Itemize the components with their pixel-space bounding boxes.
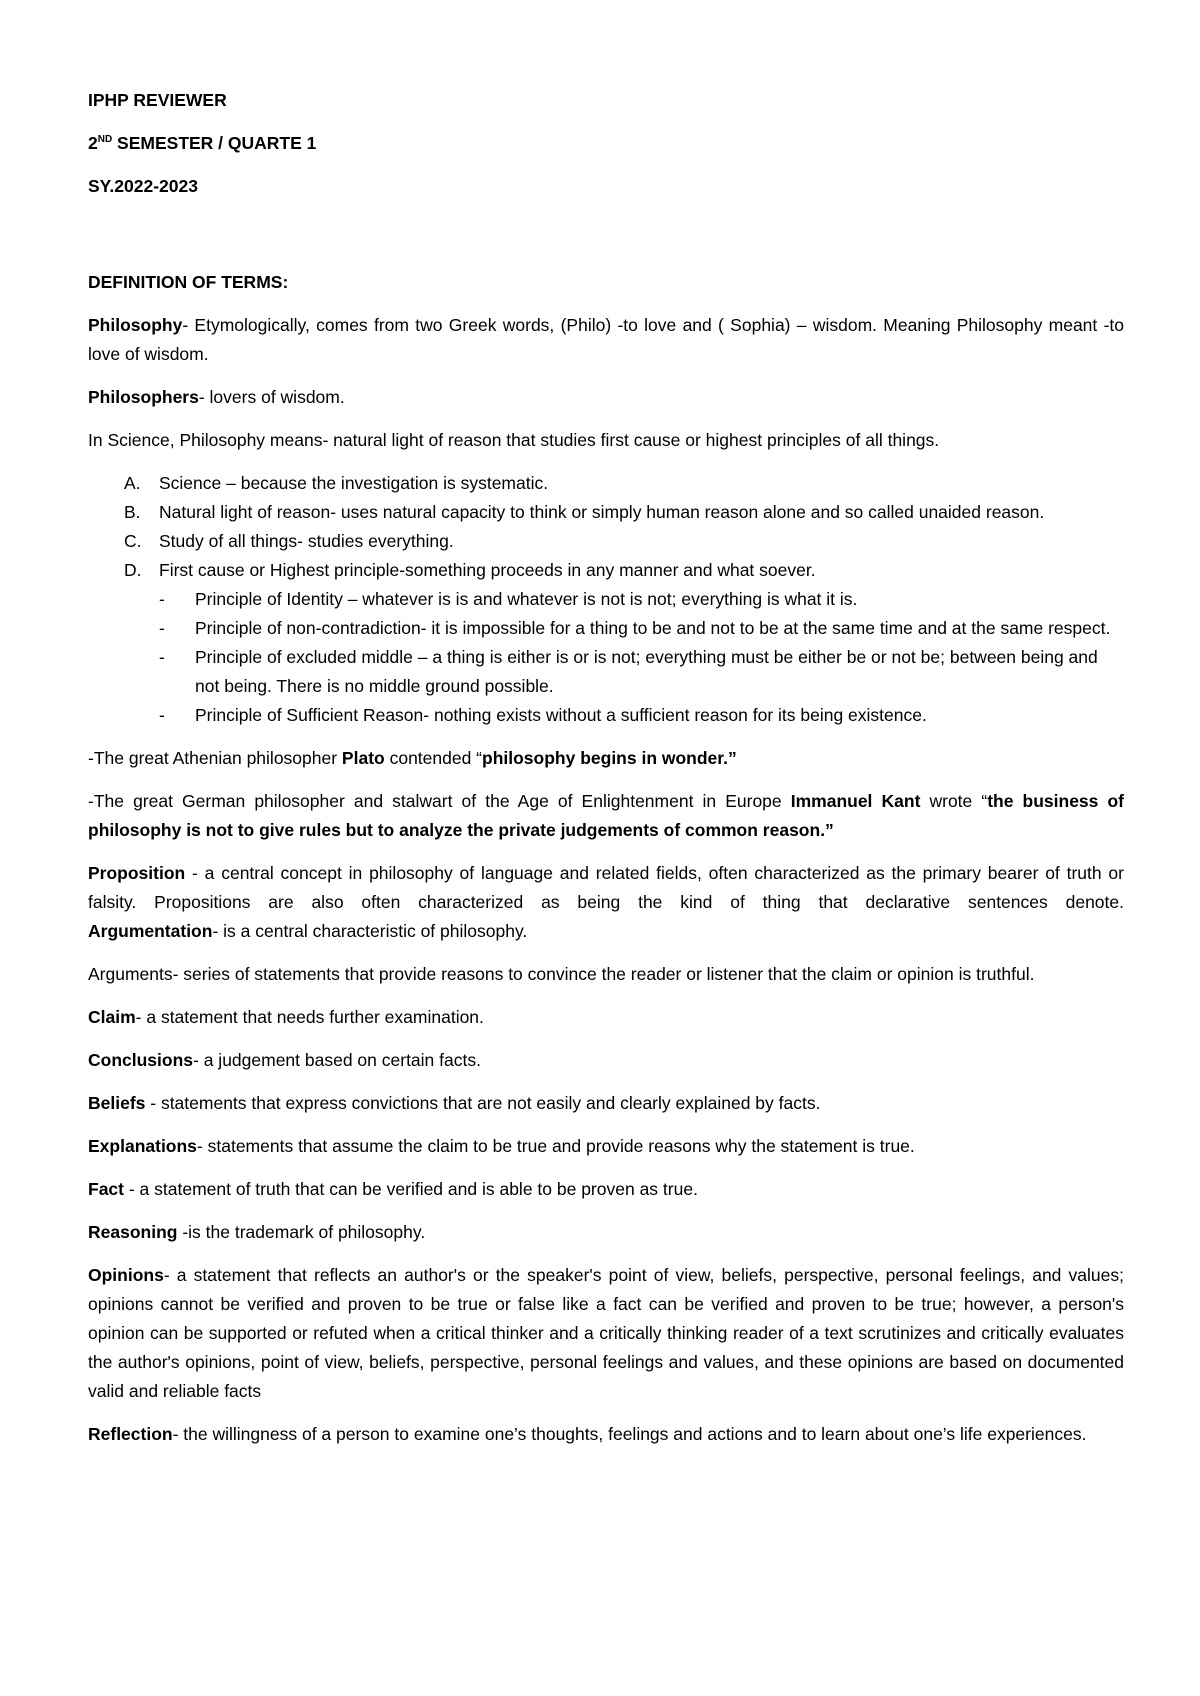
sub-list-item — [88, 585, 1124, 614]
kant-quote-text: the business of philosophy is not to give rules but to analyze the private judgements of common reason.” — [88, 791, 1124, 840]
kant-quote — [88, 787, 1124, 845]
sub-list-marker: - — [159, 705, 165, 725]
term-argumentation: Argumentation — [88, 921, 213, 941]
list-item — [88, 469, 1124, 498]
definition-reflection — [88, 1420, 1124, 1449]
definition-explanations — [88, 1132, 1124, 1161]
list-item-text: Study of all things- studies everything. — [159, 531, 454, 551]
list-item — [88, 527, 1124, 556]
list-marker: B. — [124, 502, 141, 522]
definition-beliefs — [88, 1089, 1124, 1118]
lettered-list — [88, 469, 1124, 730]
term-fact: Fact — [88, 1179, 124, 1199]
definition-philosophers — [88, 383, 1124, 412]
sub-list-item-text: Principle of Identity – whatever is is and whatever is not is not; everything is what it is. — [195, 589, 858, 609]
definition-argumentation — [88, 917, 1124, 946]
list-item-text: First cause or Highest principle-something proceeds in any manner and what soever. — [159, 560, 816, 580]
term-conclusions: Conclusions — [88, 1050, 194, 1070]
definition-conclusions — [88, 1046, 1124, 1075]
definition-arguments: Arguments- series of statements that provide reasons to convince the reader or listener that the claim or opinion is truthful. — [88, 964, 1035, 984]
definition-philosophy — [88, 311, 1124, 369]
definition-text: - Etymologically, comes from two Greek words, (Philo) -to love and ( Sophia) – wisdom. Meaning Philosophy meant -to love of wisdom. — [88, 315, 1124, 364]
term-reasoning: Reasoning — [88, 1222, 178, 1242]
list-item — [88, 498, 1124, 527]
semester-line — [88, 129, 316, 158]
sub-list-item-text: Principle of excluded middle – a thing is either is or is not; everything must be either be or not be; between being and not being. There is no middle ground possible. — [195, 647, 1098, 696]
sub-list-marker: - — [159, 618, 165, 638]
definition-text: - a statement of truth that can be verified and is able to be proven as true. — [123, 1179, 698, 1199]
term-beliefs: Beliefs — [88, 1093, 146, 1113]
definition-fact — [88, 1175, 1124, 1204]
plato-quote-text: philosophy begins in wonder.” — [482, 748, 737, 768]
kant-name: Immanuel Kant — [790, 791, 921, 811]
definition-text: - a judgement based on certain facts. — [193, 1050, 481, 1070]
sub-list-marker: - — [159, 647, 165, 667]
term-explanations: Explanations — [88, 1136, 197, 1156]
definition-claim — [88, 1003, 1124, 1032]
term-philosophy: Philosophy — [88, 315, 183, 335]
section-title-text: DEFINITION OF TERMS: — [88, 272, 289, 292]
plato-mid: contended “ — [384, 748, 483, 768]
definition-text: - a statement that needs further examination. — [135, 1007, 484, 1027]
term-proposition: Proposition — [88, 863, 186, 883]
definition-text: -is the trademark of philosophy. — [177, 1222, 426, 1242]
list-item-text: Natural light of reason- uses natural capacity to think or simply human reason alone and so called unaided reason. — [159, 502, 1045, 522]
document-title: IPHP REVIEWER — [88, 90, 227, 110]
definition-text: - statements that assume the claim to be true and provide reasons why the statement is true. — [196, 1136, 915, 1156]
definition-reasoning — [88, 1218, 1124, 1247]
term-claim: Claim — [88, 1007, 136, 1027]
semester-number: 2 — [88, 133, 98, 153]
list-item-text: Science – because the investigation is systematic. — [159, 473, 549, 493]
section-title — [88, 268, 1124, 297]
definition-text: - statements that express convictions that are not easily and clearly explained by facts. — [145, 1093, 821, 1113]
term-opinions: Opinions — [88, 1265, 164, 1285]
list-item — [88, 556, 1124, 585]
school-year: SY.2022-2023 — [88, 176, 198, 196]
sub-list-item — [88, 614, 1124, 643]
list-marker: D. — [124, 560, 142, 580]
list-marker: A. — [124, 473, 141, 493]
term-philosophers: Philosophers — [88, 387, 199, 407]
definition-text: - is a central characteristic of philosophy. — [212, 921, 528, 941]
body-text — [88, 268, 1124, 1463]
definition-text: - lovers of wisdom. — [198, 387, 345, 407]
plato-pre: -The great Athenian philosopher — [88, 748, 342, 768]
science-intro: In Science, Philosophy means- natural light of reason that studies first cause or highest principles of all things. — [88, 430, 940, 450]
plato-quote — [88, 744, 1124, 773]
semester-superscript: ND — [97, 134, 113, 145]
sub-list-marker: - — [159, 589, 165, 609]
semester-text: SEMESTER / QUARTE 1 — [112, 133, 317, 153]
sub-list-item-text: Principle of non-contradiction- it is impossible for a thing to be and not to be at the same time and at the same respect. — [195, 618, 1111, 638]
plato-name: Plato — [341, 748, 385, 768]
kant-pre: -The great German philosopher and stalwart of the Age of Enlightenment in Europe — [88, 791, 791, 811]
definition-proposition — [88, 859, 1124, 917]
definition-text: - a central concept in philosophy of language and related fields, often characterized as the primary bearer of truth or falsity. Propositions are also often characterized as being the kind of thing that declarative sentences denote. — [88, 863, 1124, 912]
kant-mid: wrote “ — [920, 791, 988, 811]
sub-list-item — [88, 643, 1124, 701]
definition-text: - the willingness of a person to examine one’s thoughts, feelings and actions and to learn about one’s life experiences. — [172, 1424, 1087, 1444]
term-reflection: Reflection — [88, 1424, 173, 1444]
definition-opinions — [88, 1261, 1124, 1406]
sub-list-item-text: Principle of Sufficient Reason- nothing exists without a sufficient reason for its being existence. — [195, 705, 927, 725]
definition-text: - a statement that reflects an author's or the speaker's point of view, beliefs, perspective, personal feelings, and values; opinions cannot be verified and proven to be true or false like a fact can be verified and proven to be true; however, a person's opinion can be supported or refuted when a critical thinker and a critically thinking reader of a text scrutinizes and critically evaluates the author's opinions, point of view, beliefs, perspective, personal feelings and values, and these opinions are based on documented valid and reliable facts — [88, 1265, 1124, 1401]
list-marker: C. — [124, 531, 142, 551]
sub-list-item — [88, 701, 1124, 730]
